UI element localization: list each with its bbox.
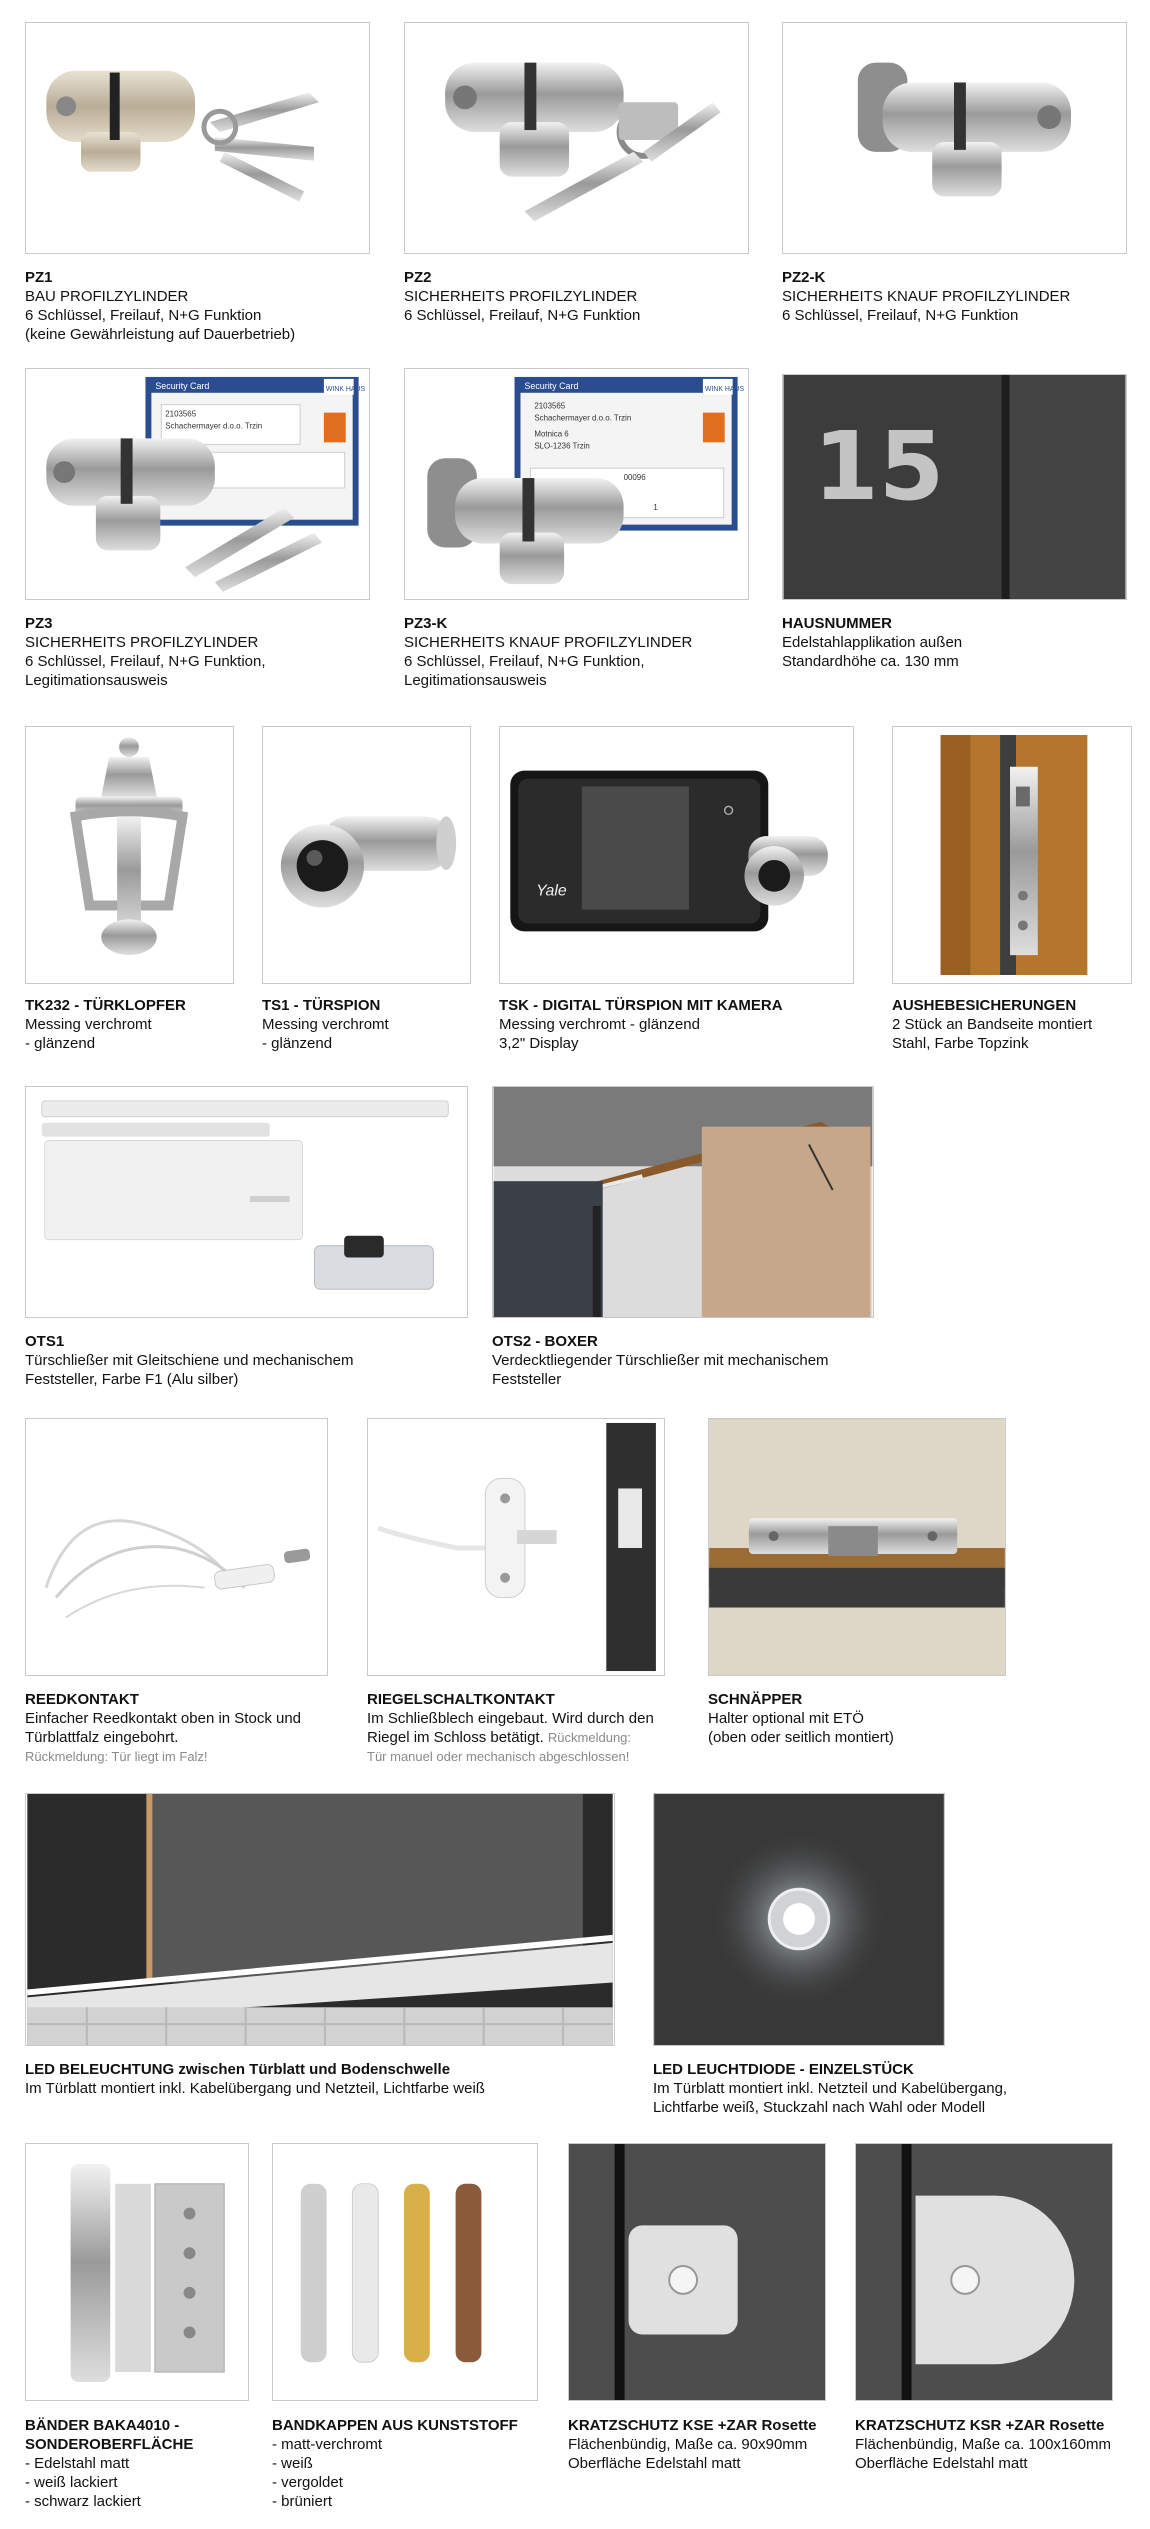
product-image-bandkappen: [272, 2143, 538, 2401]
product-image-kratzschutz-kse: [568, 2143, 826, 2401]
product-image-ts1: [262, 726, 471, 984]
caption-line: SICHERHEITS KNAUF PROFILZYLINDER: [404, 634, 693, 651]
caption-line: Flächenbündig, Maße ca. 90x90mm: [568, 2436, 808, 2453]
caption-line: - glänzend: [25, 1035, 96, 1052]
card-city: SLO-1236 Trzin: [534, 441, 590, 451]
caption-title: LED BELEUCHTUNG zwischen Türblatt und Bodenschwelle: [25, 2061, 451, 2078]
caption-line: BAU PROFILZYLINDER: [25, 288, 189, 305]
caption-ts1: [262, 996, 482, 1053]
card-code: 00096: [623, 473, 646, 483]
caption-line: SICHERHEITS PROFILZYLINDER: [25, 634, 259, 651]
caption-line: Messing verchromt - glänzend: [499, 1016, 700, 1033]
caption-line: - weiß lackiert: [25, 2474, 118, 2491]
product-image-ots2: [492, 1086, 874, 1318]
caption-line: - matt-verchromt: [272, 2436, 383, 2453]
caption-line: Stahl, Farbe Topzink: [892, 1035, 1029, 1052]
caption-tsk: [499, 996, 859, 1053]
caption-pz2: [404, 268, 744, 325]
caption-title: AUSHEBESICHERUNGEN: [892, 997, 1077, 1014]
caption-title: TSK - DIGITAL TÜRSPION MIT KAMERA: [499, 997, 783, 1014]
caption-title: PZ2-K: [782, 269, 826, 286]
card-name: Schachermayer d.o.o. Trzin: [165, 421, 263, 431]
caption-title: PZ1: [25, 269, 53, 286]
caption-line: Lichtfarbe weiß, Stuckzahl nach Wahl oder Modell: [653, 2099, 986, 2116]
product-image-led-leuchtdiode: [653, 1793, 945, 2046]
house-number: 15: [813, 412, 945, 522]
product-image-pz2: [404, 22, 749, 254]
product-image-pz2-k: [782, 22, 1127, 254]
caption-line: Feststeller: [492, 1371, 562, 1388]
caption-line: - weiß: [272, 2455, 313, 2472]
caption-ots2: [492, 1332, 912, 1389]
caption-title: OTS2 - BOXER: [492, 1333, 598, 1350]
caption-line: Oberfläche Edelstahl matt: [855, 2455, 1028, 2472]
caption-line: Im Türblatt montiert inkl. Kabelübergang und Netzteil, Lichtfarbe weiß: [25, 2080, 485, 2097]
caption-title: KRATZSCHUTZ KSE +ZAR Rosette: [568, 2417, 817, 2434]
caption-title: RIEGELSCHALTKONTAKT: [367, 1691, 555, 1708]
caption-line: 6 Schlüssel, Freilauf, N+G Funktion,: [25, 653, 266, 670]
caption-line: Messing verchromt: [262, 1016, 389, 1033]
product-image-hausnummer: [782, 374, 1127, 600]
caption-line: Flächenbündig, Maße ca. 100x160mm: [855, 2436, 1111, 2453]
caption-subtitle: SONDEROBERFLÄCHE: [25, 2436, 194, 2453]
caption-tk232: [25, 996, 245, 1053]
caption-kratzschutz-ksr: [855, 2416, 1135, 2473]
caption-line: Türblattfalz eingebohrt.: [25, 1729, 179, 1746]
caption-line: Einfacher Reedkontakt oben in Stock und: [25, 1710, 302, 1727]
product-image-schnaepper: [708, 1418, 1006, 1676]
caption-line: 6 Schlüssel, Freilauf, N+G Funktion: [25, 307, 262, 324]
caption-title: OTS1: [25, 1333, 65, 1350]
card-page: 1: [653, 502, 658, 512]
caption-line: SICHERHEITS KNAUF PROFILZYLINDER: [782, 288, 1071, 305]
caption-line: Legitimationsausweis: [25, 672, 168, 689]
card-name: Schachermayer d.o.o. Trzin: [534, 413, 632, 423]
caption-line: (keine Gewährleistung auf Dauerbetrieb): [25, 326, 296, 343]
caption-title: HAUSNUMMER: [782, 615, 892, 632]
caption-line: SICHERHEITS PROFILZYLINDER: [404, 288, 638, 305]
caption-line: Türschließer mit Gleitschiene und mechanischem: [25, 1352, 354, 1369]
caption-hausnummer: [782, 614, 1122, 671]
caption-pz3: [25, 614, 365, 690]
product-image-aushebesicherungen: [892, 726, 1132, 984]
product-image-tsk: [499, 726, 854, 984]
caption-title: REEDKONTAKT: [25, 1691, 139, 1708]
card-address: Motnica 6: [534, 429, 569, 439]
caption-line: - schwarz lackiert: [25, 2493, 141, 2510]
caption-bandkappen: [272, 2416, 552, 2511]
product-image-pz3: [25, 368, 370, 600]
product-image-ots1: [25, 1086, 468, 1318]
product-image-baender-baka4010: [25, 2143, 249, 2401]
caption-line: - glänzend: [262, 1035, 333, 1052]
caption-title: LED LEUCHTDIODE - EINZELSTÜCK: [653, 2061, 914, 2078]
card-header: Security Card: [155, 380, 210, 391]
caption-title: TS1 - TÜRSPION: [262, 997, 381, 1014]
caption-line: Legitimationsausweis: [404, 672, 547, 689]
caption-note: Rückmeldung: Tür liegt im Falz!: [25, 1749, 208, 1764]
caption-line: Edelstahlapplikation außen: [782, 634, 963, 651]
caption-line: - brüniert: [272, 2493, 333, 2510]
card-number: 2103565: [534, 401, 566, 411]
caption-title: PZ2: [404, 269, 432, 286]
caption-note-label: Rückmeldung:: [547, 1730, 632, 1745]
caption-aushebesicherungen: [892, 996, 1142, 1053]
caption-pz2-k: [782, 268, 1142, 325]
caption-note: Tür manuel oder mechanisch abgeschlossen!: [367, 1749, 630, 1764]
caption-ots1: [25, 1332, 485, 1389]
caption-line: - Edelstahl matt: [25, 2455, 130, 2472]
caption-led-beleuchtung: [25, 2060, 645, 2098]
caption-line: 6 Schlüssel, Freilauf, N+G Funktion: [404, 307, 641, 324]
caption-schnaepper: [708, 1690, 1038, 1747]
caption-riegelschaltkontakt: [367, 1690, 697, 1766]
card-brand: WINK HAUS: [325, 385, 366, 393]
card-brand: WINK HAUS: [704, 385, 745, 393]
caption-title: TK232 - TÜRKLOPFER: [25, 997, 186, 1014]
caption-text: Riegel im Schloss betätigt.: [367, 1729, 544, 1746]
caption-pz1: [25, 268, 365, 344]
product-image-pz3-k: [404, 368, 749, 600]
caption-line: Feststeller, Farbe F1 (Alu silber): [25, 1371, 239, 1388]
caption-line: Messing verchromt: [25, 1016, 152, 1033]
caption-title: SCHNÄPPER: [708, 1691, 803, 1708]
caption-baender: [25, 2416, 265, 2511]
caption-title: BANDKAPPEN AUS KUNSTSTOFF: [272, 2417, 518, 2434]
caption-line: Im Schließblech eingebaut. Wird durch den: [367, 1710, 654, 1727]
product-image-led-beleuchtung: [25, 1793, 615, 2046]
caption-kratzschutz-kse: [568, 2416, 848, 2473]
caption-line: Halter optional mit ETÖ: [708, 1710, 864, 1727]
caption-line: - vergoldet: [272, 2474, 343, 2491]
card-number: 2103565: [165, 409, 197, 419]
caption-title: BÄNDER BAKA4010 -: [25, 2417, 180, 2434]
caption-title: KRATZSCHUTZ KSR +ZAR Rosette: [855, 2417, 1105, 2434]
caption-title: PZ3: [25, 615, 53, 632]
caption-line: 6 Schlüssel, Freilauf, N+G Funktion,: [404, 653, 645, 670]
caption-line: 3,2" Display: [499, 1035, 579, 1052]
product-image-riegelschaltkontakt: [367, 1418, 665, 1676]
caption-line: 6 Schlüssel, Freilauf, N+G Funktion: [782, 307, 1019, 324]
caption-line: Oberfläche Edelstahl matt: [568, 2455, 741, 2472]
caption-line: Standardhöhe ca. 130 mm: [782, 653, 959, 670]
product-image-kratzschutz-ksr: [855, 2143, 1113, 2401]
card-header: Security Card: [524, 380, 579, 391]
product-image-pz1: [25, 22, 370, 254]
caption-led-leuchtdiode: [653, 2060, 1093, 2117]
caption-line: 2 Stück an Bandseite montiert: [892, 1016, 1093, 1033]
product-image-tk232: [25, 726, 234, 984]
caption-title: PZ3-K: [404, 615, 448, 632]
caption-line: Im Türblatt montiert inkl. Netzteil und Kabelübergang,: [653, 2080, 1008, 2097]
caption-reedkontakt: [25, 1690, 355, 1766]
caption-line: (oben oder seitlich montiert): [708, 1729, 894, 1746]
product-image-reedkontakt: [25, 1418, 328, 1676]
caption-line: Verdecktliegender Türschließer mit mechanischem: [492, 1352, 829, 1369]
brand-logo: Yale: [536, 882, 567, 900]
caption-pz3-k: [404, 614, 764, 690]
caption-line-mixed: [367, 1728, 697, 1747]
